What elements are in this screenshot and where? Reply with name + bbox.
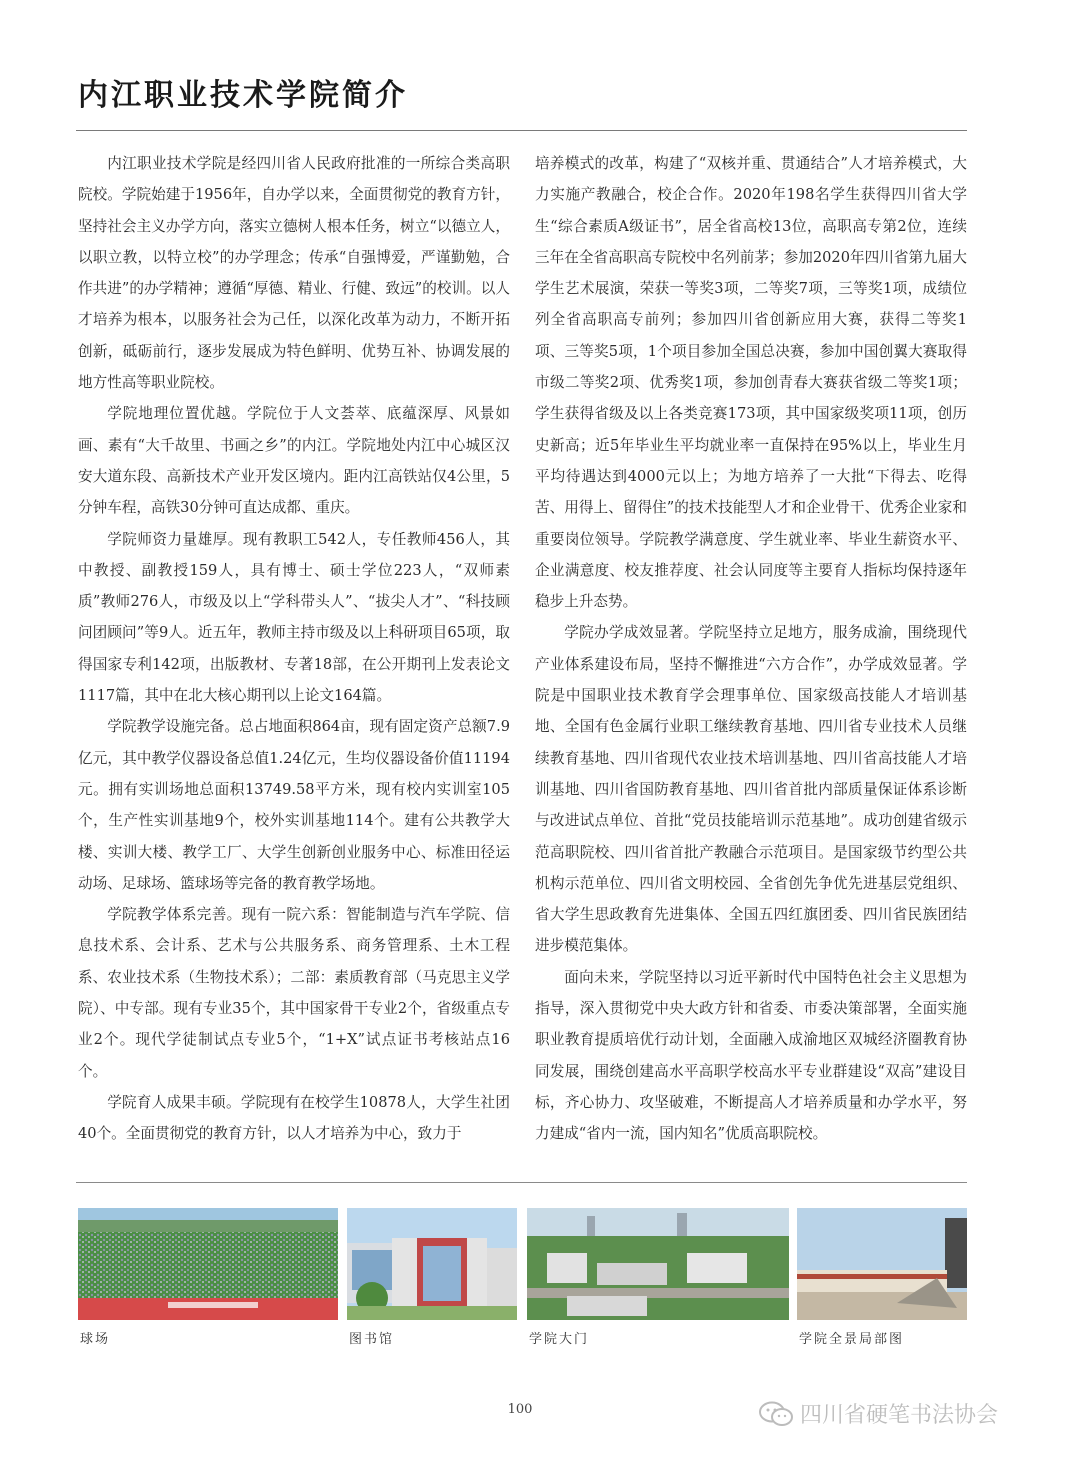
photo-library xyxy=(347,1208,517,1320)
title-divider xyxy=(76,130,967,131)
wechat-icon xyxy=(758,1400,794,1428)
left-column xyxy=(78,148,510,1150)
photo-campus-panorama xyxy=(797,1208,967,1320)
photo-sports-field xyxy=(78,1208,338,1320)
photo-caption: 球场 xyxy=(80,1332,111,1347)
photo-campus-gate xyxy=(527,1208,789,1320)
watermark xyxy=(758,1398,998,1429)
photo-caption: 学院全景局部图 xyxy=(799,1332,905,1347)
photo-caption: 图书馆 xyxy=(349,1332,395,1347)
paragraph: 学院教学设施完备。总占地面积864亩，现有固定资产总额7.9亿元，其中教学仪器设备总值1.24亿元，生均仪器设备价值11194元。拥有实训场地总面积13749.58平方米，现有校内实训室105个，生产性实训基地9个，校外实训基地114个。建有公共教学大楼、实训大楼、教学工厂、大学生创新创业服务中心、标准田径运动场、足球场、篮球场等完备的教育教学场地。 xyxy=(78,718,510,892)
page-number: 100 xyxy=(507,1402,533,1417)
right-column xyxy=(535,148,967,1150)
paragraph: 内江职业技术学院是经四川省人民政府批准的一所综合类高职院校。学院始建于1956年，自办学以来，全面贯彻党的教育方针，坚持社会主义办学方向，落实立德树人根本任务，树立“以德立人，以职立教，以特立校”的办学理念；传承“自强博爱，严谨勤勉，合作共进”的办学精神；遵循“厚德、精业、行健、致远”的校训。以人才培养为根本，以服务社会为己任，以深化改革为动力，不断开拓创新，砥砺前行，逐步发展成为特色鲜明、优势互补、协调发展的地方性高等职业院校。 xyxy=(78,155,510,392)
paragraph: 学院教学体系完善。现有一院六系：智能制造与汽车学院、信息技术系、会计系、艺术与公共服务系、商务管理系、土木工程系、农业技术系（生物技术系）；二部：素质教育部（马克思主义学院）、中专部。现有专业35个，其中国家骨干专业2个，省级重点专业2个。现代学徒制试点专业5个，“1+X”试点证书考核站点16个。 xyxy=(78,906,510,1080)
paragraph: 培养模式的改革，构建了“双核并重、贯通结合”人才培养模式，大力实施产教融合，校企合作。2020年198名学生获得四川省大学生“综合素质A级证书”，居全省高校13位，高职高专第2位，连续三年在全省高职高专院校中名列前茅；参加2020年四川省第九届大学生艺术展演，荣获一等奖3项，二等奖7项，三等奖1项，成绩位列全省高职高专前列；参加四川省创新应用大赛，获得二等奖1项、三等奖5项，1个项目参加全国总决赛，参加中国创翼大赛取得市级二等奖2项、优秀奖1项，参加创青春大赛获省级二等奖1项；学生获得省级及以上各类竞赛173项，其中国家级奖项11项，创历史新高；近5年毕业生平均就业率一直保持在95%以上，毕业生月平均待遇达到4000元以上；为地方培养了一大批“下得去、吃得苦、用得上、留得住”的技术技能型人才和企业骨干、优秀企业家和重要岗位领导。学院教学满意度、学生就业率、毕业生薪资水平、企业满意度、校友推荐度、社会认同度等主要育人指标均保持逐年稳步上升态势。 xyxy=(535,155,967,611)
paragraph: 学院地理位置优越。学院位于人文荟萃、底蕴深厚、风景如画、素有“大千故里、书画之乡”的内江。学院地处内江中心城区汉安大道东段、高新技术产业开发区境内。距内江高铁站仅4公里，5分钟车程，高铁30分钟可直达成都、重庆。 xyxy=(78,405,510,517)
page-title: 内江职业技术学院简介 xyxy=(78,78,408,113)
paragraph: 学院育人成果丰硕。学院现有在校学生10878人，大学生社团40个。全面贯彻党的教育方针，以人才培养为中心，致力于 xyxy=(78,1093,510,1143)
paragraph: 学院办学成效显著。学院坚持立足地方，服务成渝，围绕现代产业体系建设布局，坚持不懈推进“六方合作”，办学成效显著。学院是中国职业技术教育学会理事单位、国家级高技能人才培训基地、全国有色金属行业职工继续教育基地、四川省专业技术人员继续教育基地、四川省现代农业技术培训基地、四川省高技能人才培训基地、四川省国防教育基地、四川省首批内部质量保证体系诊断与改进试点单位、首批“党员技能培训示范基地”。成功创建省级示范高职院校、四川省首批产教融合示范项目。是国家级节约型公共机构示范单位、四川省文明校园、全省创先争优先进基层党组织、省大学生思政教育先进集体、全国五四红旗团委、四川省民族团结进步模范集体。 xyxy=(535,624,967,955)
photo-caption: 学院大门 xyxy=(529,1332,590,1347)
paragraph: 面向未来，学院坚持以习近平新时代中国特色社会主义思想为指导，深入贯彻党中央大政方针和省委、市委决策部署，全面实施职业教育提质培优行动计划，全面融入成渝地区双城经济圈教育协同发展，围绕创建高水平高职学校高水平专业群建设“双高”建设目标，齐心协力、攻坚破难，不断提高人才培养质量和办学水平，努力建成“省内一流，国内知名”优质高职院校。 xyxy=(535,968,967,1143)
watermark-text: 四川省硬笔书法协会 xyxy=(800,1403,999,1428)
photo-divider xyxy=(76,1182,967,1183)
paragraph: 学院师资力量雄厚。现有教职工542人，专任教师456人，其中教授、副教授159人，具有博士、硕士学位223人，“双师素质”教师276人，市级及以上“学科带头人”、“拔尖人才”、“科技顾问团顾问”等9人。近五年，教师主持市级及以上科研项目65项，取得国家专利142项，出版教材、专著18部，在公开期刊上发表论文1117篇，其中在北大核心期刊以上论文164篇。 xyxy=(78,530,510,705)
